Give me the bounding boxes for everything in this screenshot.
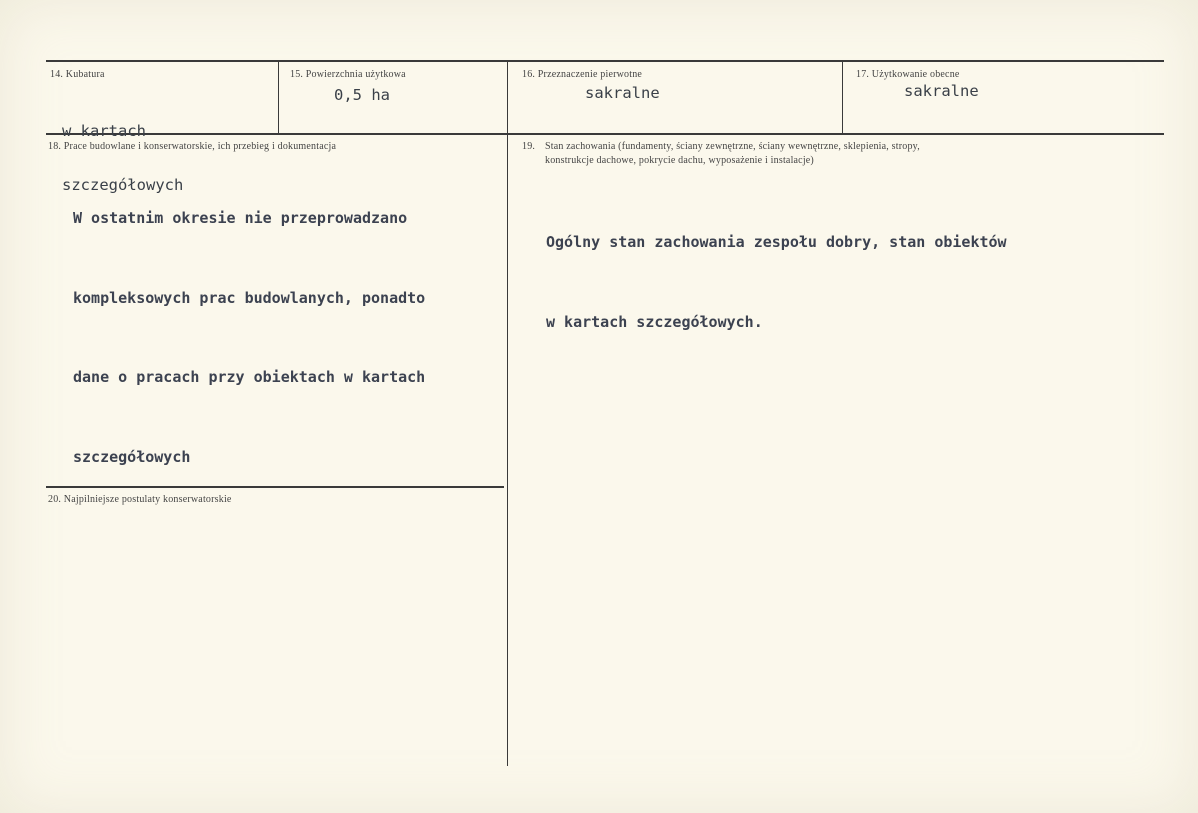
field-18-value-line-1: W ostatnim okresie nie przeprowadzano <box>73 209 408 227</box>
row-divider-1 <box>46 133 1164 135</box>
field-20-label: 20. Najpilniejsze postulaty konserwatorskie <box>48 494 232 505</box>
field-14-label: 14. Kubatura <box>50 69 105 80</box>
field-17-value: sakralne <box>904 82 979 100</box>
field-15-label: 15. Powierzchnia użytkowa <box>290 69 406 80</box>
field-16-label: 16. Przeznaczenie pierwotne <box>522 69 643 80</box>
field-19-label-line-1: Stan zachowania (fundamenty, ściany zewnętrzne, ściany wewnętrzne, sklepienia, stropy, <box>545 141 920 152</box>
top-rule <box>46 60 1164 62</box>
field-18-value-line-3: dane o pracach przy obiektach w kartach <box>73 368 426 386</box>
field-19-number: 19. <box>522 141 536 152</box>
field-19-value-line-1: Ogólny stan zachowania zespołu dobry, stan obiektów <box>546 233 1007 251</box>
field-19-label-line-2: konstrukcje dachowe, pokrycie dachu, wyposażenie i instalacje) <box>545 155 814 166</box>
col-divider-14-15 <box>278 61 279 133</box>
field-19-value <box>546 176 1007 388</box>
field-16-value: sakralne <box>585 84 660 102</box>
field-18-value <box>73 152 425 523</box>
field-19-value-line-2: w kartach szczegółowych. <box>546 312 763 331</box>
field-18-value-line-4: szczegółowych <box>73 447 191 466</box>
col-divider-16-17 <box>842 61 843 133</box>
field-17-label: 17. Użytkowanie obecne <box>856 69 960 80</box>
field-15-value: 0,5 ha <box>334 86 390 104</box>
field-18-label: 18. Prace budowlane i konserwatorskie, ich przebieg i dokumentacja <box>48 141 337 152</box>
field-18-value-line-2: kompleksowych prac budowlanych, ponadto <box>73 288 426 307</box>
field-14-value-line-2: szczegółowych <box>62 176 184 194</box>
field-14-value-line-1: w kartach <box>62 122 146 140</box>
col-divider-15-16 <box>507 61 508 766</box>
